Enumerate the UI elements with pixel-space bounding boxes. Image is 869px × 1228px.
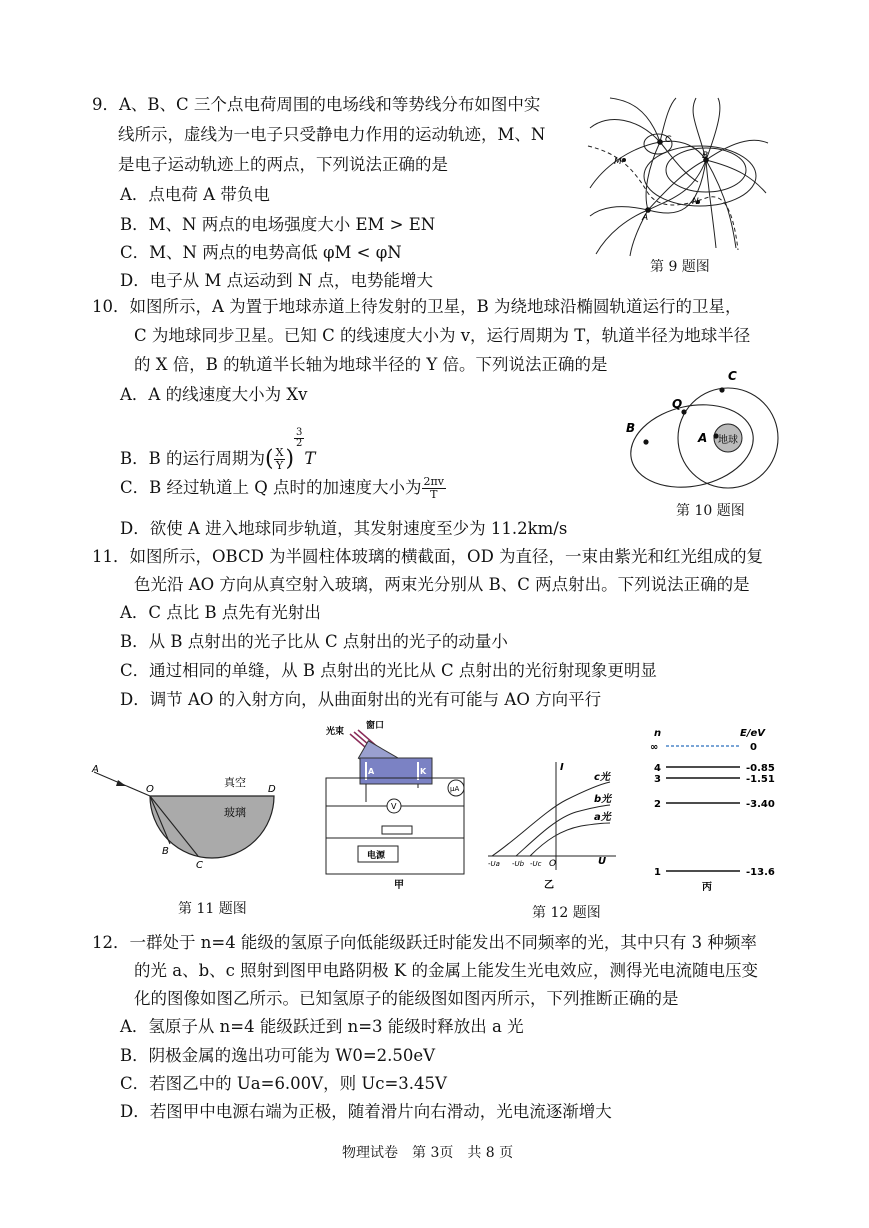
q12-level-3-n: 3 (654, 774, 661, 785)
q12-level-4-e: -0.85 (746, 763, 775, 774)
q12-level-2-e: -3.40 (746, 799, 775, 810)
q12-graph-origin: O (549, 859, 557, 869)
q12-fig-k-electrode: K (420, 767, 427, 776)
q12-stem-line3: 化的图像如图乙所示。已知氢原子的能级图如图丙所示，下列推断正确的是 (134, 989, 679, 1008)
q9-option-a: A．点电荷 A 带负电 (120, 185, 270, 204)
q12-iv-graph (486, 760, 622, 892)
q12-option-b: B．阴极金属的逸出功可能为 W0=2.50eV (120, 1046, 436, 1065)
q12-energy-level-figure (640, 724, 790, 894)
q11-fig-glass: 玻璃 (224, 806, 246, 819)
q10-fig-earth: 地球 (718, 435, 738, 446)
q12-stem-line1: 12．一群处于 n=4 能级的氢原子向低能级跃迁时能发出不同频率的光，其中只有 3 种频率 (92, 933, 757, 952)
q9-fig-label-a: A (642, 213, 649, 223)
q9-stem-line3: 是电子运动轨迹上的两点，下列说法正确的是 (118, 155, 448, 174)
q10-option-c (120, 476, 446, 501)
q11-fig-label-c: C (196, 860, 203, 871)
q10-orbit-figure (620, 366, 780, 500)
q10-option-a: A．A 的线速度大小为 Xv (120, 385, 308, 404)
q10-c-numerator: 2πv (423, 475, 444, 488)
q10-b-t: T (304, 449, 316, 468)
q10-option-d: D．欲使 A 进入地球同步轨道，其发射速度至少为 11.2km/s (120, 519, 568, 538)
q10-fig-label-q: Q (672, 397, 683, 411)
q12-fig-label-bing: 丙 (702, 882, 712, 893)
q11-stem-line2: 色光沿 AO 方向从真空射入玻璃，两束光分别从 B、C 两点射出。下列说法正确的是 (134, 575, 750, 594)
q9-field-figure (588, 98, 768, 256)
q12-level-1-n: 1 (654, 867, 661, 878)
q12-graph-tick-uc: -Uc (530, 860, 542, 868)
q11-option-d: D．调节 AO 的入射方向，从曲面射出的光有可能与 AO 方向平行 (120, 690, 602, 709)
q10-b-denominator: Y (275, 459, 284, 472)
q11-fig-vacuum: 真空 (224, 776, 246, 789)
q12-graph-c-light: c光 (594, 772, 610, 783)
q10-option-b: B．B 的运行周期为( $\frac{X}{Y}$ ) $\frac{3}{2}$ T (120, 427, 316, 472)
q10-fig-label-b: B (626, 421, 636, 435)
q12-fig-a-electrode: A (368, 767, 375, 776)
q9-fig-label-n: N (692, 197, 699, 207)
q11-option-c: C．通过相同的单缝，从 B 点射出的光比从 C 点射出的光衍射现象更明显 (120, 661, 657, 680)
q10-stem-line2: C 为地球同步卫星。已知 C 的线速度大小为 v，运行周期为 T，轨道半径为地球半径 (134, 326, 751, 345)
q12-option-d: D．若图甲中电源右端为正极，随着滑片向右滑动，光电流逐渐增大 (120, 1102, 612, 1121)
q12-levels-n-head: n (654, 728, 662, 739)
q10-option-c-text: C．B 经过轨道上 Q 点时的加速度大小为 (120, 478, 422, 497)
q9-option-d: D．电子从 M 点运动到 N 点，电势能增大 (120, 271, 434, 290)
q12-figure-caption: 第 12 题图 (532, 905, 601, 921)
q12-fig-voltmeter: V (391, 802, 397, 811)
q12-fig-power: 电源 (367, 851, 386, 861)
q12-fig-label-jia: 甲 (394, 880, 404, 891)
q11-fig-label-a: A (92, 764, 99, 775)
q12-levels-e-head: E/eV (740, 728, 766, 739)
q12-stem-line2: 的光 a、b、c 照射到图甲电路阴极 K 的金属上能发生光电效应，测得光电流随电压变 (134, 961, 758, 980)
q12-level-inf-e: 0 (750, 742, 757, 753)
q11-fig-label-d: D (268, 784, 276, 795)
q10-c-denominator: T (430, 488, 438, 501)
q12-graph-a-light: a光 (594, 812, 611, 823)
q12-fig-window: 窗口 (366, 721, 385, 731)
q10-fig-label-a: A (698, 431, 708, 445)
q12-option-c: C．若图乙中的 Ua=6.00V，则 Uc=3.45V (120, 1074, 447, 1093)
q9-figure-caption: 第 9 题图 (650, 259, 710, 275)
q9-fig-label-b: B (702, 151, 709, 161)
q10-b-numerator: X (275, 446, 284, 459)
q12-level-inf-n: ∞ (650, 742, 659, 753)
q11-glass-figure (88, 758, 278, 878)
q12-graph-u-axis: U (598, 856, 607, 867)
q12-level-1-e: -13.6 (746, 867, 775, 878)
q12-level-2-n: 2 (654, 799, 661, 810)
q12-fig-label-yi: 乙 (544, 880, 554, 891)
page-footer: 物理试卷 第 3页 共 8 页 (342, 1145, 514, 1161)
q10-figure-caption: 第 10 题图 (676, 503, 745, 519)
q9-option-c: C．M、N 两点的电势高低 φM < φN (120, 243, 402, 262)
q10-b-exp-den: 2 (296, 438, 303, 449)
q9-option-b: B．M、N 两点的电场强度大小 EM > EN (120, 215, 436, 234)
q12-fig-beam: 光束 (326, 727, 345, 737)
q12-graph-i-axis: I (560, 762, 564, 773)
q10-stem-line1: 10．如图所示，A 为置于地球赤道上待发射的卫星，B 为绕地球沿椭圆轨道运行的卫星， (92, 297, 742, 316)
q12-circuit-figure (322, 722, 472, 892)
q10-stem-line3: 的 X 倍，B 的轨道半长轴为地球半径的 Y 倍。下列说法正确的是 (134, 355, 608, 374)
q10-b-exp-num: 3 (296, 427, 303, 438)
q12-graph-tick-ua: -Ua (488, 860, 500, 868)
q12-fig-microammeter: μA (450, 785, 460, 793)
q12-level-4-n: 4 (654, 763, 661, 774)
q11-option-b: B．从 B 点射出的光子比从 C 点射出的光子的动量小 (120, 632, 508, 651)
q11-stem-line1: 11．如图所示，OBCD 为半圆柱体玻璃的横截面，OD 为直径，一束由紫光和红光组成的复 (92, 547, 764, 566)
q12-option-a: A．氢原子从 n=4 能级跃迁到 n=3 能级时释放出 a 光 (120, 1017, 524, 1036)
q10-fig-label-c: C (728, 369, 737, 383)
q9-stem-line2: 线所示，虚线为一电子只受静电力作用的运动轨迹，M、N (118, 125, 546, 144)
q10-option-b-text: B．B 的运行周期为 (120, 449, 265, 468)
q9-fig-label-m: M (614, 157, 622, 167)
q12-graph-b-light: b光 (594, 794, 612, 805)
q11-fig-label-o: O (146, 784, 154, 795)
q12-graph-tick-ub: -Ub (512, 860, 525, 868)
q9-fig-label-c: C (665, 135, 672, 145)
q9-stem-line1: 9．A、B、C 三个点电荷周围的电场线和等势线分布如图中实 (92, 95, 541, 114)
q11-option-a: A．C 点比 B 点先有光射出 (120, 603, 321, 622)
q11-figure-caption: 第 11 题图 (178, 901, 247, 917)
q11-fig-label-b: B (162, 846, 169, 857)
q12-level-3-e: -1.51 (746, 774, 775, 785)
